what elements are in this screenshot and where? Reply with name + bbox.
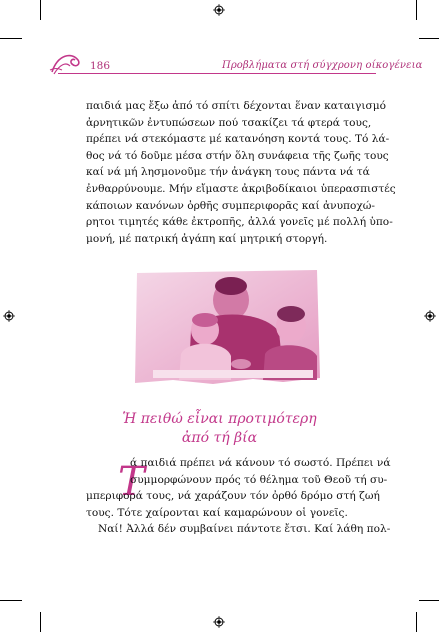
text-line: μονή, μέ πατρική ἀγάπη καί μητρική στοργή. xyxy=(86,232,328,245)
text-line: ρητοι τιμητές κάθε ἐκτροπῆς, ἀλλά γονεῖς μέ πολλή ὑπο- xyxy=(86,216,393,229)
text-line: πρέπει νά στεκόμαστε μέ κατανόηση κοντά τους. Τό λά- xyxy=(86,133,390,146)
text-line: ἀρνητικῶν ἐντυπώσεων πού τσακίζει τά φτερά τους, xyxy=(86,116,372,129)
registration-mark-icon xyxy=(3,310,15,322)
text-line: Ναί! Ἀλλά δέν συμβαίνει πάντοτε ἔτσι. Καί λάθη πολ- xyxy=(98,523,391,536)
running-title: Προβλήματα στή σύγχρονη οίκογένεια xyxy=(222,60,423,71)
registration-mark-icon xyxy=(213,616,225,628)
drop-cap: Τ xyxy=(118,459,145,505)
crop-mark xyxy=(419,600,439,601)
crop-mark xyxy=(419,38,439,39)
paragraph-2 xyxy=(86,488,391,538)
text-line: συμμορφώνουν πρός τό θέλημα τοῦ Θεοῦ τή συ- xyxy=(130,473,388,486)
crop-mark xyxy=(0,38,22,39)
crop-mark xyxy=(416,612,417,632)
text-line: ἐνθαρρύνουμε. Μήν εἴμαστε ἀκριβοδίκαιοι ὑπερασπιστές xyxy=(86,182,396,195)
paragraph-1 xyxy=(86,98,396,247)
header-rule xyxy=(58,73,376,74)
paragraph-2-first-lines xyxy=(130,455,391,488)
crop-mark xyxy=(40,612,41,632)
registration-mark-icon xyxy=(424,310,436,322)
page-number: 186 xyxy=(90,60,111,72)
text-line: μπεριφορά τους, νά χαράζουν τόν ὀρθό δρόμο στή ζωή xyxy=(86,490,380,502)
text-line: θος νά τό δοῦμε μέσα στήν ὅλη συνάφεια τῆς ζωῆς τους xyxy=(86,149,389,162)
text-line: ά παιδιά πρέπει νά κάνουν τό σωστό. Πρέπει νά xyxy=(130,457,391,469)
crop-mark xyxy=(416,0,417,20)
crop-mark xyxy=(0,600,22,601)
section-heading-line-2: ἀπό τή βία xyxy=(181,430,258,446)
crop-mark xyxy=(40,0,41,20)
section-heading-line-1: Ἡ πειθώ εἶναι προτιμότερη xyxy=(122,411,317,427)
text-line: καί νά μή λησμονοῦμε τήν ἀνάγκη τους πάντα νά τά xyxy=(86,166,370,179)
text-line: παιδιά μας ἔξω ἀπό τό σπίτι δέχονται ἕναν καταιγισμό xyxy=(86,100,387,112)
text-line: κάποιων κανόνων ὀρθῆς συμπεριφορᾶς καί ἀνυποχώ- xyxy=(86,199,376,212)
registration-mark-icon xyxy=(213,4,225,16)
family-photo xyxy=(133,270,321,385)
text-line: τους. Τότε χαίρονται καί καμαρώνουν οἱ γονεῖς. xyxy=(86,506,348,519)
